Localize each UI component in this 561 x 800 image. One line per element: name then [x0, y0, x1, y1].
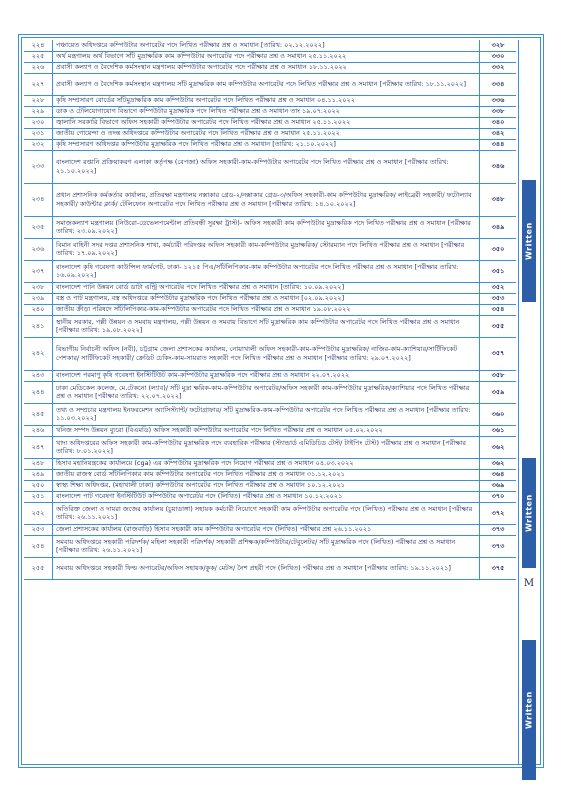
- section-sidebar: [518, 40, 539, 764]
- entry-title: প্রবাসী কল্যাণ ও বৈদেশিক কর্মসংস্থান মন্ত্রণালয় কম্পিউটার অপারেটর পদে পরীক্ষার প্রশ্ন ও সমাধান ১৮.১১.২০২২: [53, 62, 480, 73]
- entry-page-number: ৩৩০: [480, 51, 517, 62]
- entry-number: ২৪৪: [24, 381, 53, 403]
- entry-number: ২৪৮: [24, 458, 53, 469]
- entry-page-number: ৩৭৩: [480, 524, 517, 535]
- entry-number: ২৫৫: [24, 557, 53, 579]
- table-row: [24, 381, 516, 403]
- entry-number: ২৪৬: [24, 425, 53, 436]
- table-row: [24, 293, 516, 304]
- entry-page-number: ৩৪০: [480, 117, 517, 128]
- entry-number: ২২৭: [24, 73, 53, 95]
- entry-title: প্রধান প্রশাসনিক কর্মকর্তার কার্যালয়, প্রতিরক্ষা মন্ত্রণালয় নক্সাকার গ্রেড-২/নক্সাকার গ্রেড-৩/অফিস সহকারী-কাম কম্পিউটার মুদ্রাক্ষরিক/ লাইব্রেরী সহকারী/ ফটোল্যাব সহকারী/ কাউন্টার ক্লার্ক/ টেলিফোন অপারেটর পদে লিখিত পরীক্ষার প্রশ্ন ও সমাধান [পরীক্ষার তারিখ: ১৪.১০.২০২২]: [53, 183, 480, 216]
- table-row: [24, 524, 516, 535]
- entry-number: ২৫১: [24, 491, 53, 502]
- entry-title: ডাক ও টেলিযোগাযোগ বিভাগে কম্পিউটার মুদ্রাক্ষরিক পদে লিখিত পরীক্ষার প্রশ্ন ও সমাধান তাং ১৯.০৭.২০২২: [53, 106, 480, 117]
- entry-number: ২৫০: [24, 480, 53, 491]
- entry-title: জাতীয় গোয়েন্দা ও তদন্ত অধিদপ্তরে কম্পিউটার অপারেটর পদে লিখিত পরীক্ষার প্রশ্ন ও সমাধান ২৫.১১.২০২২: [53, 128, 480, 139]
- entry-title: জাতীয় ক্রীড়া পরিষদে সাঁটলিপিকার-কাম-কম্পিউটার অপারেটর পদে লিখিত পরীক্ষার প্রশ্ন ও সমাধান ১৯.০৮.২০২২: [53, 304, 480, 315]
- entry-page-number: ৩৪২: [480, 128, 517, 139]
- entry-title: সমাজকল্যাণ মন্ত্রণালয় (নিউরো-ডেভেলপমেন্টাল প্রতিবন্ধী সুরক্ষা ট্রাস্ট)- অফিস সহকারী কাম কম্পিউটার মুদ্রাক্ষরিক পদে লিখিত পরীক্ষার প্রশ্ন ও সমাধান [পরীক্ষার তারিখ: ২৩.০৯.২০২২]: [53, 216, 480, 238]
- entry-number: ২২৯: [24, 106, 53, 117]
- table-row: [24, 260, 516, 282]
- entry-title: বাংলাদেশ রপ্তানি প্রক্রিয়াকরণ এলাকা কর্তৃপক্ষ (বেপজা) অফিস সহকারী-কাম-কম্পিউটার অপারেটর পদে লিখিত পরীক্ষার প্রশ্ন ও সমাধান [পরীক্ষার তারিখ: ২১.১০.২০২২]: [53, 150, 480, 183]
- entry-page-number: ৩৭৩: [480, 535, 517, 557]
- table-row: [24, 40, 516, 51]
- entry-title: কৃষি সম্প্রসারণ অধিদপ্তর কম্পিউটার মুদ্রাক্ষরিক পদে লিখিত পরীক্ষার প্রশ্ন ও সমাধান [তারিখ: ২১.১০.২০২২]: [53, 139, 480, 150]
- table-row: [24, 282, 516, 293]
- table-row: [24, 150, 516, 183]
- entry-title: স্থানীয় সরকার, পল্লী উন্নয়ন ও সমবায় মন্ত্রণালয়, পল্লী উন্নয়ন ও সমবায় বিভাগে সাঁট মুদ্রাক্ষরিক কাম কম্পিউটার অপারেটর পদে লিখিত পরীক্ষার প্রশ্ন ও সমাধান [পরীক্ষার তারিখ: ১৯.০৮.২০২২]: [53, 315, 480, 337]
- entry-number: ২২৪: [24, 40, 53, 51]
- entry-page-number: ৩৫৫: [480, 315, 517, 337]
- table-row: [24, 535, 516, 557]
- entry-page-number: ৩৬২: [480, 436, 517, 458]
- table-row: [24, 238, 516, 260]
- entry-number: ২৩৭: [24, 260, 53, 282]
- table-row: [24, 480, 516, 491]
- table-row: [24, 51, 516, 62]
- table-row: [24, 73, 516, 95]
- table-row: [24, 95, 516, 106]
- entry-title: বস্ত্র ও পাট মন্ত্রণালয়, বস্ত্র অধিদপ্তরে কম্পিউটার মুদ্রাক্ষরিক পদে লিখিত পরীক্ষার প্রশ্ন ও সমাধান [০২.০৯.২০২২]: [53, 293, 480, 304]
- entry-number: ২৫৩: [24, 524, 53, 535]
- entry-title: বাংলাদেশ কৃষি গবেষণা কাউন্সিল ফার্মগেট, ঢাকা- ১২১৫ পিএ/সাঁটলিপিকার-কাম কম্পিউটার অপারেটর পদে লিখিত পরীক্ষার প্রশ্ন ও সমাধান [পরীক্ষার তারিখ: ১৬.০৯.২০২২]: [53, 260, 480, 282]
- entry-page-number: ৩৩২: [480, 62, 517, 73]
- entry-page-number: ৩৩৪: [480, 73, 517, 95]
- entry-number: ২৩৩: [24, 150, 53, 183]
- entry-number: ২৪১: [24, 315, 53, 337]
- entry-number: ২৪৯: [24, 469, 53, 480]
- entry-title: স্বাস্থ্য শিক্ষা অধিদপ্তর, (মহাখালী ঢাকা) কম্পিউটার অপারেটর পদে লিখিত পরীক্ষার প্রশ্ন ও সমাধান ১০.১২.২০২১: [53, 480, 480, 491]
- entry-number: ২২৫: [24, 51, 53, 62]
- entry-page-number: ৩৭৫: [480, 557, 517, 579]
- table-row: [24, 117, 516, 128]
- entry-number: ২২৮: [24, 95, 53, 106]
- entry-title: অর্থ মন্ত্রণালয় অর্থ বিভাগে সাঁট মুদ্রাক্ষরিক কাম কম্পিউটার অপারেটর পদে পরীক্ষার প্রশ্ন ও সমাধান ২৫.১১.২০২২: [53, 51, 480, 62]
- table-row: [24, 370, 516, 381]
- entry-page-number: ৩৬০: [480, 403, 517, 425]
- entry-page-number: ৩৫৯: [480, 381, 517, 403]
- entry-page-number: ৩২৮: [480, 40, 517, 51]
- entry-number: ২৫৪: [24, 535, 53, 557]
- table-row: [24, 62, 516, 73]
- section-tab-written: Written: [522, 458, 536, 568]
- entry-title: জেলা প্রশাসকের কার্যালয় (রাজবাড়ি) হিসাব সহকারী কাম কম্পিউটার অপারেটর পদে (লিখিত) পরীক্ষার প্রশ্ন ২৬.১১.২০২১: [53, 524, 480, 535]
- table-row: [24, 139, 516, 150]
- entry-number: ২৪০: [24, 304, 53, 315]
- entry-number: ২৪২: [24, 337, 53, 370]
- entry-page-number: ৩৪৮: [480, 183, 517, 216]
- entry-title: কৃষি সম্প্রসারণ বোর্ডের সাঁটমুদ্রাক্ষরিক কাম কম্পিউটার অপারেটর পদে লিখিত পরীক্ষার প্রশ্ন ও সমাধান ০৪.১১.২০২২: [53, 95, 480, 106]
- table-row: [24, 403, 516, 425]
- entry-title: সমবায় অধিদপ্তরে সহকারী পরিদর্শক/ মহিলা সহকারী পরিদর্শক/ সহকারী প্রশিক্ষক/কম্পিউটার/টেবুলেটর/ সাঁট মুদ্রাক্ষরিক পদে (লিখিত) পরীক্ষার প্রশ্ন ও সমাধান [পরীক্ষার তারিখ: ২৬.১১.২০২১]: [53, 535, 480, 557]
- entry-number: ২৩৬: [24, 238, 53, 260]
- entry-number: ২৩৪: [24, 183, 53, 216]
- section-marker: M: [523, 578, 535, 589]
- entry-title: হিসাব মহানিয়ন্ত্রকের কার্যালয়ে (cga) এর কম্পিউটার মুদ্রাক্ষরিক পদে নিয়োগ পরীক্ষার প্রশ্ন ও সমাধান ০৪.০৩.২০২২: [53, 458, 480, 469]
- table-row: [24, 315, 516, 337]
- entry-title: বাংলাদেশ পরমাণু কৃষি গবেষণা ইনস্টিটিউট কাম-কম্পিউটার মুদ্রাক্ষরিক পদে পরীক্ষার প্রশ্ন ও সমাধান ২২.০৭.২০২২: [53, 370, 480, 381]
- entry-number: ২৩৮: [24, 282, 53, 293]
- table-row: [24, 436, 516, 458]
- section-tab-written: Written: [522, 640, 536, 780]
- entry-title: ঢাকা মেডিকেল কলেজ, মে.টেকনো (ল্যাব)/ সাঁট মুদ্রা ক্ষরিক-কাম-কম্পিউটার অপারেটর/অফিস সহকারী কাম-কম্পিউটার মুদ্রাক্ষরিক/ক্যাশিয়ার পদে লিখিত পরীক্ষার প্রশ্ন ও সমাধান [পরীক্ষার তারিখ: ২২.০৭.২০২২]: [53, 381, 480, 403]
- entry-number: ২৩৫: [24, 216, 53, 238]
- section-tab-written: Written: [522, 180, 536, 302]
- table-row: [24, 337, 516, 370]
- entry-page-number: ৩৪৯: [480, 216, 517, 238]
- entry-title: অতিরিক্ত জেলা ও দায়রা জজের কার্যালয় (চুয়াডাঙ্গা) সহায়ক কর্মচারী নিয়োগে সহকারী কাম কম্পিউটার অপারেটর পদে (লিখিত) পরীক্ষার প্রশ্ন ও সমাধান [পরীক্ষার তারিখ: ২৬.১১.২০২১]: [53, 502, 480, 524]
- entry-page-number: ৩৭২: [480, 502, 517, 524]
- table-row: [24, 557, 516, 579]
- entry-title: বিমান বাহিনী সদর দপ্তর প্রশাসনিক শাখা, কর্মচারী পরিদপ্তর অফিস সহকারী কাম-কম্পিউটার মুদ্রাক্ষরিক/ স্টোরম্যান পদে লিখিত পরীক্ষার প্রশ্ন ও সমাধান [পরীক্ষার তারিখ: ১৭.০৯.২০২২]: [53, 238, 480, 260]
- entry-number: ২৫২: [24, 502, 53, 524]
- entry-title: প্রবাসী কল্যাণ ও বৈদেশিক কর্মসংস্থান মন্ত্রণালয় সাঁট মুদ্রাক্ষরিক কাম কম্পিউটার অপারেটর পদে লিখিত পরীক্ষার প্রশ্ন ও সমাধান [পরীক্ষার তারিখ: ১৮.১১.২০২২]: [53, 73, 480, 95]
- entry-page-number: ৩৫৩: [480, 293, 517, 304]
- table-row: [24, 491, 516, 502]
- table-row: [24, 128, 516, 139]
- entry-number: ২৩২: [24, 139, 53, 150]
- entry-title: জ্বালানি সরকারি বিভাগে অফিস সহকারী কম্পিউটার অপারেটর পদে লিখিত পরীক্ষার প্রশ্ন ও সমাধান ২৫.১১.২০২২: [53, 117, 480, 128]
- entry-page-number: ৩৬২: [480, 458, 517, 469]
- entry-page-number: ৩৫৮: [480, 370, 517, 381]
- contents-table: [24, 40, 516, 580]
- entry-page-number: ৩৩৬: [480, 95, 517, 106]
- entry-number: ২৩০: [24, 117, 53, 128]
- entry-page-number: ৩৪৬: [480, 150, 517, 183]
- entry-number: ২২৬: [24, 62, 53, 73]
- entry-title: বাংলাদেশ পাট গবেষণা ইনস্টিটিউট কম্পিউটার অপারেটর পদে (লিখিত) পরীক্ষার প্রশ্ন ও সমাধান ১০.১২.২০২১: [53, 491, 480, 502]
- entry-title: পঞ্চায়েত অধিদপ্তরে কম্পিউটার অপারেটর পদে লিখিত পরীক্ষার প্রশ্ন ও সমাধান [তারিখ: ০২.১২.২০২২]: [53, 40, 480, 51]
- entry-page-number: ৩৪৪: [480, 139, 517, 150]
- entry-page-number: ৩৫২: [480, 282, 517, 293]
- entry-page-number: ৩৫০: [480, 238, 517, 260]
- entry-title: খাদ্য অধিদপ্তরের অফিস সহকারী কাম-কম্পিউটার মুদ্রাক্ষরিক পদে ব্যবহারিক পরীক্ষার (স্ট্যান্ডার্ড এমিডিচিড টেস্ট/ টাইপিং টেস্ট) পরীক্ষার প্রশ্ন ও সমাধান [পরীক্ষার তারিখ: ৮.০১.২০২২]: [53, 436, 480, 458]
- entry-title: সমবায় অধিদপ্তরে সহকারী ফিল্ড অপারেটর/অফিস সহায়ক/কুক/ মেটস/ নৈশ প্রহরী পদে (লিখিত) পরীক্ষার প্রশ্ন ও সমাধান [পরীক্ষার তারিখ: ১৯.১১.২০২১]: [53, 557, 480, 579]
- entry-title: বাংলাদেশ পানি উন্নয়ন বোর্ড ডাটা এন্ট্রি অপারেটর পদে লিখিত পরীক্ষার প্রশ্ন ও সমাধান [তারিখ: ১০.০৯.২০২২]: [53, 282, 480, 293]
- table-row: [24, 183, 516, 216]
- table-row: [24, 216, 516, 238]
- entry-number: ২৩৯: [24, 293, 53, 304]
- entry-page-number: ৩৬১: [480, 425, 517, 436]
- entry-page-number: ৩৫১: [480, 260, 517, 282]
- entry-title: জাতীয় রাজস্ব বোর্ড সাঁটলিপিকার কাম কম্পিউটার অপারেটর পদে লিখিত পরীক্ষার প্রশ্ন ও সমাধান ৩১.১২.২০২১: [53, 469, 480, 480]
- table-row: [24, 469, 516, 480]
- table-row: [24, 304, 516, 315]
- table-row: [24, 458, 516, 469]
- entry-page-number: ৩৭০: [480, 491, 517, 502]
- entry-number: ২৪৭: [24, 436, 53, 458]
- entry-page-number: ৩৫৪: [480, 304, 517, 315]
- entry-page-number: ৩৬৪: [480, 469, 517, 480]
- table-row: [24, 502, 516, 524]
- entry-title: তথ্য ও সম্প্রচার মন্ত্রণালয় ইনফরমেশন অ্যাসিস্ট্যান্ট/ ফটোগ্রাফার/ সাঁট মুদ্রাক্ষরিক-কাম-কম্পিউটার অপারেটর পদে লিখিত পরীক্ষার প্রশ্ন ও সমাধান [পরীক্ষার তারিখ: ১১.০৩.২০২২]: [53, 403, 480, 425]
- entry-number: ২৪৫: [24, 403, 53, 425]
- table-row: [24, 425, 516, 436]
- entry-page-number: ৩৫৭: [480, 337, 517, 370]
- entry-page-number: ৩৬৯: [480, 480, 517, 491]
- entry-title: খনিজ সম্পদ উন্নয়ন ব্যুরো (বিএমডি) অফিস সহকারী কম্পিউটার অপারেটর পদে লিখিত পরীক্ষার প্রশ্ন ও সমাধান ০৫.০২.২০২২: [53, 425, 480, 436]
- entry-page-number: ৩৩৮: [480, 106, 517, 117]
- entry-number: ২৪৩: [24, 370, 53, 381]
- table-row: [24, 106, 516, 117]
- entry-title: বিভাগীয় নির্বাচনী অফিস (নবী), চট্টগ্রাম জেলা প্রশাসকের কার্যালয়, নোয়াখালী অফিস সহকারী-কাম-কম্পিউটার মুদ্রাক্ষরিক/ নাজির-কাম-ক্যাশিয়ার/সার্টিফিকেট পেশকার/ সার্টিফিকেট সহকারী/ ক্রেডিট চেকিং-কাম-সায়রাত সহকারী পদে লিখিত পরীক্ষার প্রশ্ন ও সমাধান [পরীক্ষার তারিখ: ২৯.০৭.২০২২]: [53, 337, 480, 370]
- entry-number: ২৩১: [24, 128, 53, 139]
